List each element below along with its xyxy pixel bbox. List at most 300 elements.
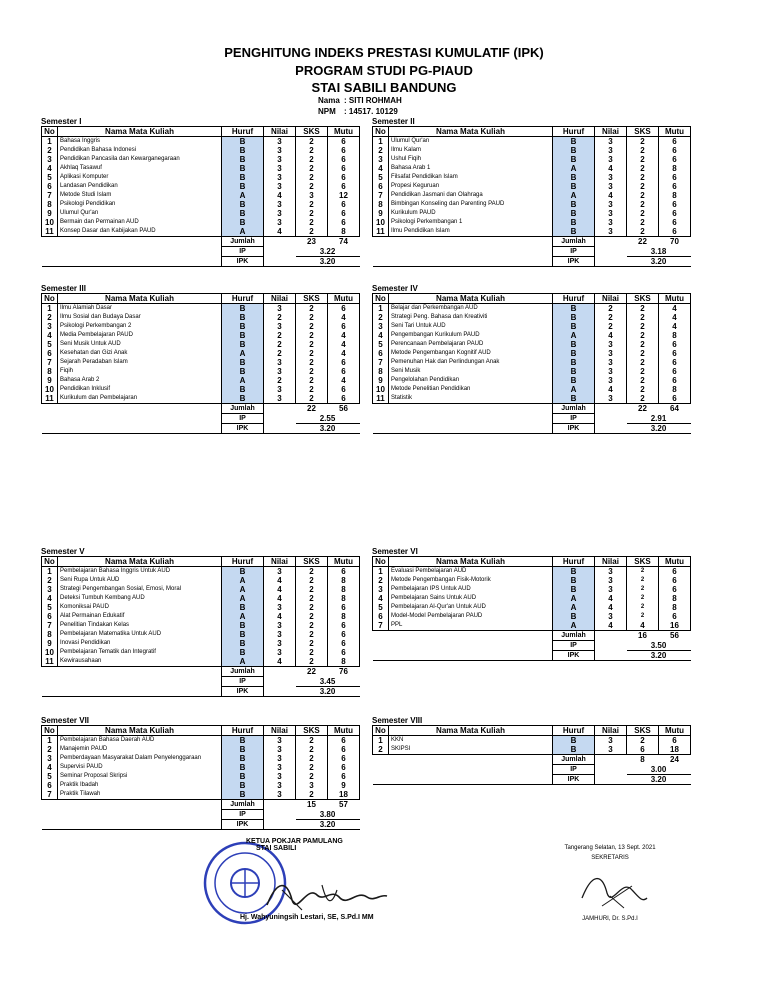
cell-huruf: A bbox=[553, 621, 595, 631]
summary-label-jumlah: Jumlah bbox=[222, 667, 264, 677]
ip-value: 3.80 bbox=[296, 810, 360, 820]
cell-nilai: 3 bbox=[264, 754, 296, 763]
cell-sks: 2 bbox=[627, 182, 659, 191]
summary-row-ipk bbox=[42, 424, 360, 434]
summary-label-jumlah: Jumlah bbox=[553, 237, 595, 247]
cell-mutu: 6 bbox=[659, 182, 691, 191]
cell-no: 2 bbox=[42, 313, 58, 322]
cell-huruf: B bbox=[222, 304, 264, 314]
cell-no: 8 bbox=[42, 630, 58, 639]
cell-sks: 2 bbox=[296, 576, 328, 585]
cell-mutu: 6 bbox=[659, 567, 691, 577]
summary-row-ipk bbox=[373, 257, 691, 267]
semester-title: Semester VI bbox=[372, 547, 418, 556]
cell-huruf: B bbox=[553, 146, 595, 155]
cell-mutu: 8 bbox=[328, 657, 360, 667]
cell-nama: Pendidikan Pancasila dan Kewarganegaraan bbox=[58, 155, 222, 164]
column-header-mutu: Mutu bbox=[328, 557, 360, 567]
cell-no: 1 bbox=[373, 736, 389, 746]
signature-left-title2: STAI SABILI bbox=[256, 845, 297, 852]
cell-huruf: B bbox=[553, 376, 595, 385]
cell-nilai: 3 bbox=[264, 164, 296, 173]
cell-nilai: 4 bbox=[264, 191, 296, 200]
cell-mutu: 8 bbox=[659, 164, 691, 173]
cell-nilai: 3 bbox=[264, 603, 296, 612]
cell-mutu: 6 bbox=[328, 173, 360, 182]
summary-label-ipk: IPK bbox=[553, 257, 595, 267]
ipk-value: 3.20 bbox=[296, 257, 360, 267]
cell-sks: 2 bbox=[627, 227, 659, 237]
cell-huruf: A bbox=[222, 349, 264, 358]
cell-nama: Seni Musik Untuk AUD bbox=[58, 340, 222, 349]
cell-sks: 2 bbox=[296, 736, 328, 746]
summary-row-ip bbox=[42, 414, 360, 424]
cell-no: 2 bbox=[373, 576, 389, 585]
cell-nama: Metode Pengembangan Fisik-Motorik bbox=[389, 576, 553, 585]
cell-sks: 3 bbox=[296, 781, 328, 790]
cell-huruf: B bbox=[553, 358, 595, 367]
cell-sks: 3 bbox=[296, 191, 328, 200]
cell-no: 7 bbox=[42, 358, 58, 367]
column-header-nilai: Nilai bbox=[595, 726, 627, 736]
cell-nilai: 3 bbox=[595, 155, 627, 164]
cell-mutu: 8 bbox=[328, 585, 360, 594]
cell-mutu: 8 bbox=[659, 594, 691, 603]
cell-huruf: A bbox=[553, 164, 595, 173]
cell-nilai: 2 bbox=[264, 376, 296, 385]
cell-sks: 2 bbox=[627, 200, 659, 209]
semester-block bbox=[372, 547, 690, 661]
cell-sks: 2 bbox=[296, 585, 328, 594]
cell-no: 8 bbox=[373, 367, 389, 376]
semester-block bbox=[372, 716, 690, 785]
table-row bbox=[42, 200, 360, 209]
npm-value: : 14517. 10129 bbox=[344, 107, 398, 116]
cell-mutu: 6 bbox=[328, 745, 360, 754]
semester-title: Semester IV bbox=[372, 284, 418, 293]
cell-nilai: 3 bbox=[264, 394, 296, 404]
table-row bbox=[373, 376, 691, 385]
cell-mutu: 6 bbox=[659, 576, 691, 585]
cell-nilai: 3 bbox=[595, 349, 627, 358]
cell-nilai: 4 bbox=[264, 594, 296, 603]
table-row bbox=[42, 137, 360, 147]
cell-mutu: 6 bbox=[328, 209, 360, 218]
column-header-sks: SKS bbox=[627, 127, 659, 137]
column-header-nama: Nama Mata Kuliah bbox=[389, 294, 553, 304]
cell-nilai: 3 bbox=[264, 146, 296, 155]
nama-value: : SITI ROHMAH bbox=[344, 96, 402, 105]
table-row bbox=[373, 585, 691, 594]
cell-no: 3 bbox=[42, 754, 58, 763]
cell-sks: 2 bbox=[627, 173, 659, 182]
summary-row-ipk bbox=[42, 687, 360, 697]
cell-nama: Bahasa Arab 2 bbox=[58, 376, 222, 385]
cell-no: 5 bbox=[373, 173, 389, 182]
jumlah-mutu: 74 bbox=[339, 237, 348, 247]
cell-huruf: B bbox=[222, 200, 264, 209]
summary-row-jumlah bbox=[373, 237, 691, 247]
column-header-nama: Nama Mata Kuliah bbox=[389, 726, 553, 736]
cell-no: 3 bbox=[373, 322, 389, 331]
table-row bbox=[373, 594, 691, 603]
cell-huruf: B bbox=[553, 313, 595, 322]
semester-title: Semester III bbox=[41, 284, 86, 293]
cell-sks: 2 bbox=[296, 331, 328, 340]
cell-sks: 2 bbox=[627, 340, 659, 349]
cell-huruf: A bbox=[222, 191, 264, 200]
column-header-nama: Nama Mata Kuliah bbox=[389, 557, 553, 567]
column-header-sks: SKS bbox=[296, 726, 328, 736]
cell-sks: 2 bbox=[296, 304, 328, 314]
summary-label-jumlah: Jumlah bbox=[222, 237, 264, 247]
cell-sks: 2 bbox=[296, 164, 328, 173]
cell-nilai: 4 bbox=[264, 576, 296, 585]
cell-mutu: 6 bbox=[328, 621, 360, 630]
cell-mutu: 6 bbox=[659, 340, 691, 349]
column-header-huruf: Huruf bbox=[222, 726, 264, 736]
column-header-mutu: Mutu bbox=[328, 127, 360, 137]
cell-nilai: 4 bbox=[595, 603, 627, 612]
cell-huruf: B bbox=[222, 182, 264, 191]
cell-mutu: 6 bbox=[328, 218, 360, 227]
cell-nilai: 3 bbox=[264, 639, 296, 648]
summary-label-ip: IP bbox=[553, 247, 595, 257]
cell-no: 11 bbox=[373, 394, 389, 404]
cell-sks: 2 bbox=[296, 137, 328, 147]
cell-mutu: 6 bbox=[328, 603, 360, 612]
cell-sks: 2 bbox=[296, 763, 328, 772]
column-header-no: No bbox=[373, 726, 389, 736]
table-row bbox=[373, 340, 691, 349]
cell-mutu: 6 bbox=[659, 173, 691, 182]
table-row bbox=[373, 385, 691, 394]
student-name bbox=[318, 96, 402, 105]
cell-mutu: 6 bbox=[659, 394, 691, 404]
cell-mutu: 4 bbox=[659, 313, 691, 322]
table-row bbox=[373, 218, 691, 227]
cell-no: 5 bbox=[373, 340, 389, 349]
cell-no: 2 bbox=[42, 745, 58, 754]
cell-no: 11 bbox=[373, 227, 389, 237]
table-row bbox=[373, 182, 691, 191]
summary-label-jumlah: Jumlah bbox=[553, 404, 595, 414]
table-row bbox=[42, 781, 360, 790]
cell-nilai: 3 bbox=[595, 612, 627, 621]
jumlah-sks: 23 bbox=[307, 237, 316, 247]
cell-huruf: A bbox=[553, 191, 595, 200]
cell-nama: PPL bbox=[389, 621, 553, 631]
cell-mutu: 6 bbox=[659, 585, 691, 594]
cell-mutu: 6 bbox=[659, 218, 691, 227]
ipk-value: 3.20 bbox=[296, 820, 360, 830]
column-header-nilai: Nilai bbox=[264, 294, 296, 304]
table-row bbox=[373, 567, 691, 577]
column-header-huruf: Huruf bbox=[222, 294, 264, 304]
cell-huruf: B bbox=[222, 358, 264, 367]
signature-left-image bbox=[262, 870, 392, 920]
cell-nilai: 3 bbox=[595, 745, 627, 755]
cell-sks: 2 bbox=[627, 322, 659, 331]
summary-label-ipk: IPK bbox=[553, 651, 595, 661]
institution-title: STAI SABILI BANDUNG bbox=[311, 80, 457, 95]
cell-nilai: 3 bbox=[595, 227, 627, 237]
column-header-nama: Nama Mata Kuliah bbox=[389, 127, 553, 137]
cell-huruf: B bbox=[222, 137, 264, 147]
cell-no: 1 bbox=[42, 567, 58, 577]
cell-nilai: 2 bbox=[595, 313, 627, 322]
cell-nama: Fiqih bbox=[58, 367, 222, 376]
npm-label: NPM bbox=[318, 107, 336, 116]
cell-nama: Ulumul Qur'an bbox=[58, 209, 222, 218]
cell-huruf: B bbox=[222, 155, 264, 164]
table-row bbox=[42, 594, 360, 603]
cell-nama: Bahasa Arab 1 bbox=[389, 164, 553, 173]
cell-sks: 2 bbox=[627, 218, 659, 227]
cell-huruf: B bbox=[553, 173, 595, 182]
cell-no: 8 bbox=[373, 200, 389, 209]
table-row bbox=[42, 146, 360, 155]
cell-mutu: 6 bbox=[328, 394, 360, 404]
cell-nilai: 3 bbox=[595, 567, 627, 577]
cell-sks: 2 bbox=[627, 209, 659, 218]
cell-nilai: 4 bbox=[595, 621, 627, 631]
table-row bbox=[373, 322, 691, 331]
cell-huruf: B bbox=[553, 349, 595, 358]
cell-nilai: 3 bbox=[264, 763, 296, 772]
cell-no: 4 bbox=[42, 331, 58, 340]
cell-huruf: B bbox=[553, 218, 595, 227]
jumlah-sks: 22 bbox=[307, 667, 316, 677]
cell-nama: Bermain dan Permainan AUD bbox=[58, 218, 222, 227]
cell-mutu: 6 bbox=[659, 349, 691, 358]
cell-huruf: B bbox=[222, 790, 264, 800]
cell-nilai: 3 bbox=[264, 621, 296, 630]
cell-huruf: B bbox=[222, 603, 264, 612]
cell-huruf: A bbox=[222, 585, 264, 594]
cell-nilai: 4 bbox=[264, 227, 296, 237]
cell-nama: Media Pembelajaran PAUD bbox=[58, 331, 222, 340]
cell-mutu: 6 bbox=[328, 322, 360, 331]
cell-no: 10 bbox=[42, 218, 58, 227]
cell-sks: 2 bbox=[296, 790, 328, 800]
place-date: Tangerang Selatan, 13 Sept. 2021 bbox=[564, 845, 656, 851]
grades-table bbox=[372, 126, 691, 267]
grades-table bbox=[41, 126, 360, 267]
cell-nama: Inovasi Pendidikan bbox=[58, 639, 222, 648]
table-row bbox=[373, 155, 691, 164]
cell-huruf: B bbox=[553, 394, 595, 404]
cell-sks: 2 bbox=[627, 146, 659, 155]
cell-nilai: 4 bbox=[595, 191, 627, 200]
cell-no: 7 bbox=[42, 191, 58, 200]
cell-no: 4 bbox=[42, 164, 58, 173]
cell-sks: 2 bbox=[627, 585, 659, 594]
summary-row-ip bbox=[42, 810, 360, 820]
summary-row-jumlah bbox=[42, 404, 360, 414]
table-row bbox=[373, 621, 691, 631]
cell-nilai: 3 bbox=[264, 772, 296, 781]
cell-mutu: 4 bbox=[328, 340, 360, 349]
table-row bbox=[42, 164, 360, 173]
cell-mutu: 6 bbox=[328, 155, 360, 164]
cell-nama: Filsafat Pendidikan Islam bbox=[389, 173, 553, 182]
table-row bbox=[42, 394, 360, 404]
cell-huruf: B bbox=[553, 137, 595, 147]
cell-huruf: B bbox=[222, 367, 264, 376]
cell-nama: Penelitian Tindakan Kelas bbox=[58, 621, 222, 630]
ipk-value: 3.20 bbox=[627, 424, 691, 434]
cell-nilai: 2 bbox=[264, 340, 296, 349]
cell-mutu: 8 bbox=[328, 612, 360, 621]
cell-sks: 2 bbox=[296, 313, 328, 322]
cell-nilai: 3 bbox=[595, 146, 627, 155]
cell-nilai: 3 bbox=[264, 358, 296, 367]
cell-sks: 2 bbox=[296, 340, 328, 349]
cell-nilai: 3 bbox=[264, 648, 296, 657]
table-row bbox=[42, 630, 360, 639]
semester-block bbox=[41, 716, 359, 830]
cell-mutu: 6 bbox=[328, 200, 360, 209]
nama-label: Nama bbox=[318, 96, 340, 105]
cell-no: 7 bbox=[373, 621, 389, 631]
cell-no: 2 bbox=[373, 146, 389, 155]
cell-nama: Praktik Tilawah bbox=[58, 790, 222, 800]
ip-value: 2.55 bbox=[296, 414, 360, 424]
table-row bbox=[373, 146, 691, 155]
cell-huruf: A bbox=[222, 227, 264, 237]
cell-nama: Pemberdayaan Masyarakat Dalam Penyelenggaraan bbox=[58, 754, 222, 763]
column-header-nama: Nama Mata Kuliah bbox=[58, 294, 222, 304]
cell-nilai: 3 bbox=[595, 218, 627, 227]
cell-no: 1 bbox=[373, 304, 389, 314]
cell-mutu: 6 bbox=[659, 227, 691, 237]
cell-nama: Kurikulum PAUD bbox=[389, 209, 553, 218]
cell-nilai: 3 bbox=[595, 209, 627, 218]
table-row bbox=[42, 385, 360, 394]
cell-no: 6 bbox=[373, 182, 389, 191]
cell-huruf: A bbox=[553, 594, 595, 603]
summary-row-ipk bbox=[373, 424, 691, 434]
cell-sks: 2 bbox=[296, 621, 328, 630]
cell-mutu: 6 bbox=[328, 630, 360, 639]
cell-no: 9 bbox=[373, 209, 389, 218]
cell-no: 11 bbox=[42, 657, 58, 667]
ipk-value: 3.20 bbox=[627, 651, 691, 661]
table-row bbox=[373, 576, 691, 585]
cell-nama: KKN bbox=[389, 736, 553, 746]
cell-nilai: 2 bbox=[595, 322, 627, 331]
cell-mutu: 6 bbox=[659, 736, 691, 746]
cell-sks: 2 bbox=[627, 736, 659, 746]
cell-no: 3 bbox=[42, 585, 58, 594]
cell-no: 10 bbox=[373, 385, 389, 394]
cell-mutu: 6 bbox=[659, 137, 691, 147]
ipk-value: 3.20 bbox=[627, 775, 691, 785]
summary-label-ipk: IPK bbox=[222, 424, 264, 434]
semester-title: Semester II bbox=[372, 117, 415, 126]
summary-label-jumlah: Jumlah bbox=[222, 404, 264, 414]
column-header-mutu: Mutu bbox=[328, 726, 360, 736]
cell-nama: Pendidikan Inklusif bbox=[58, 385, 222, 394]
cell-mutu: 4 bbox=[328, 376, 360, 385]
cell-sks: 2 bbox=[296, 182, 328, 191]
table-row bbox=[373, 227, 691, 237]
column-header-nilai: Nilai bbox=[264, 726, 296, 736]
cell-nama: Manajemin PAUD bbox=[58, 745, 222, 754]
cell-mutu: 4 bbox=[328, 349, 360, 358]
cell-sks: 2 bbox=[627, 394, 659, 404]
semester-block bbox=[372, 284, 690, 434]
cell-nama: Model-Model Pembelajaran PAUD bbox=[389, 612, 553, 621]
cell-mutu: 18 bbox=[328, 790, 360, 800]
cell-sks: 2 bbox=[296, 349, 328, 358]
cell-nilai: 3 bbox=[595, 182, 627, 191]
jumlah-sks: 22 bbox=[307, 404, 316, 414]
table-row bbox=[373, 745, 691, 755]
cell-huruf: A bbox=[222, 657, 264, 667]
cell-huruf: B bbox=[553, 585, 595, 594]
cell-huruf: A bbox=[222, 612, 264, 621]
cell-mutu: 6 bbox=[328, 567, 360, 577]
summary-row-ipk bbox=[373, 651, 691, 661]
cell-huruf: B bbox=[222, 648, 264, 657]
cell-sks: 2 bbox=[296, 754, 328, 763]
summary-row-ip bbox=[373, 765, 691, 775]
jumlah-mutu: 56 bbox=[670, 631, 679, 641]
column-header-huruf: Huruf bbox=[553, 294, 595, 304]
cell-nilai: 3 bbox=[595, 585, 627, 594]
cell-sks: 2 bbox=[296, 394, 328, 404]
cell-nilai: 3 bbox=[595, 358, 627, 367]
cell-nama: Perencanaan Pembelajaran PAUD bbox=[389, 340, 553, 349]
column-header-mutu: Mutu bbox=[659, 294, 691, 304]
cell-mutu: 6 bbox=[328, 164, 360, 173]
summary-row-ip bbox=[373, 247, 691, 257]
cell-nilai: 2 bbox=[264, 331, 296, 340]
column-header-sks: SKS bbox=[627, 557, 659, 567]
cell-mutu: 6 bbox=[659, 146, 691, 155]
cell-mutu: 6 bbox=[659, 358, 691, 367]
cell-nama: Pengembangan Kurikulum PAUD bbox=[389, 331, 553, 340]
column-header-no: No bbox=[373, 294, 389, 304]
cell-huruf: B bbox=[222, 146, 264, 155]
cell-mutu: 6 bbox=[659, 376, 691, 385]
cell-nilai: 3 bbox=[595, 340, 627, 349]
summary-label-jumlah: Jumlah bbox=[553, 631, 595, 641]
cell-no: 7 bbox=[373, 191, 389, 200]
cell-nilai: 3 bbox=[264, 173, 296, 182]
table-row bbox=[42, 367, 360, 376]
semester-block bbox=[41, 547, 359, 697]
cell-huruf: B bbox=[553, 182, 595, 191]
cell-nama: Pendidikan Jasmani dan Olahraga bbox=[389, 191, 553, 200]
cell-mutu: 6 bbox=[328, 648, 360, 657]
column-header-sks: SKS bbox=[627, 726, 659, 736]
cell-mutu: 9 bbox=[328, 781, 360, 790]
cell-huruf: B bbox=[222, 322, 264, 331]
table-row bbox=[373, 367, 691, 376]
cell-no: 3 bbox=[42, 155, 58, 164]
cell-huruf: B bbox=[553, 227, 595, 237]
summary-label-ip: IP bbox=[553, 765, 595, 775]
jumlah-sks: 22 bbox=[638, 237, 647, 247]
table-row bbox=[42, 639, 360, 648]
column-header-no: No bbox=[42, 294, 58, 304]
cell-mutu: 6 bbox=[328, 182, 360, 191]
column-header-mutu: Mutu bbox=[659, 726, 691, 736]
table-row bbox=[373, 137, 691, 147]
